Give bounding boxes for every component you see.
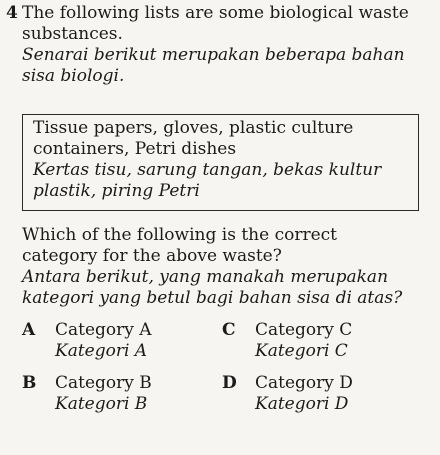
stem-malay-line-1: Senarai berikut merupakan beberapa bahan xyxy=(22,45,405,65)
option-b-letter: B xyxy=(22,373,37,393)
question-stem xyxy=(22,3,432,87)
option-b-english: Category B xyxy=(55,373,152,393)
stem-english-line-1: The following lists are some biological waste xyxy=(22,3,409,23)
option-b[interactable] xyxy=(22,373,212,417)
question-prompt xyxy=(22,225,432,309)
option-c-english: Category C xyxy=(255,320,353,340)
question-number: 4 xyxy=(6,3,18,23)
option-d-malay: Kategori D xyxy=(255,394,349,414)
option-b-malay: Kategori B xyxy=(55,394,148,414)
option-d-letter: D xyxy=(222,373,237,393)
waste-list-english-line-2: containers, Petri dishes xyxy=(33,139,237,159)
prompt-english-line-2: category for the above waste? xyxy=(22,246,282,266)
option-a[interactable] xyxy=(22,320,212,364)
prompt-english-line-1: Which of the following is the correct xyxy=(22,225,337,245)
stem-english-line-2: substances. xyxy=(22,24,123,44)
waste-list-english-line-1: Tissue papers, gloves, plastic culture xyxy=(33,118,354,138)
option-d-english: Category D xyxy=(255,373,353,393)
stem-malay-line-2: sisa biologi. xyxy=(22,66,125,86)
option-d-text xyxy=(255,373,353,415)
option-a-letter: A xyxy=(22,320,36,340)
waste-list-box xyxy=(22,114,419,211)
prompt-malay-line-1: Antara berikut, yang manakah merupakan xyxy=(22,267,389,287)
prompt-malay-line-2: kategori yang betul bagi bahan sisa di atas? xyxy=(22,288,403,308)
option-c-text xyxy=(255,320,352,362)
option-a-english: Category A xyxy=(55,320,152,340)
option-b-text xyxy=(55,373,152,415)
option-c-malay: Kategori C xyxy=(255,341,348,361)
waste-list-malay-line-1: Kertas tisu, sarung tangan, bekas kultur xyxy=(33,160,382,180)
option-a-text xyxy=(55,320,152,362)
option-c[interactable] xyxy=(222,320,412,364)
option-d[interactable] xyxy=(222,373,412,417)
option-c-letter: C xyxy=(222,320,236,340)
option-a-malay: Kategori A xyxy=(55,341,148,361)
waste-list-malay-line-2: plastik, piring Petri xyxy=(33,181,200,201)
